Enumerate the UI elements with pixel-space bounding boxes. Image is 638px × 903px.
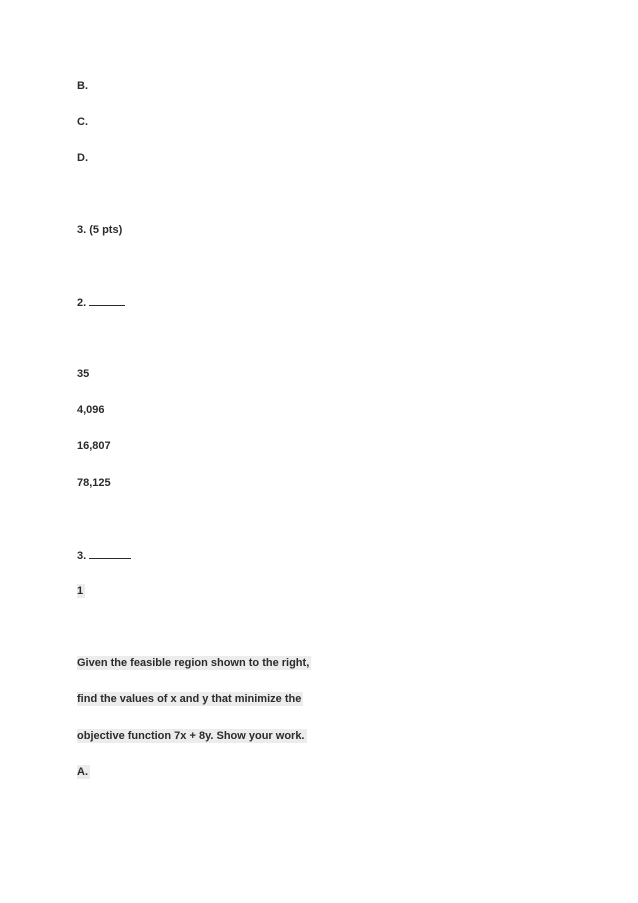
answer-blank [89,548,131,559]
question-3-label: 3. [77,550,87,562]
problem-text-1: Given the feasible region shown to the right, [77,657,310,669]
question-2-answer-line [77,295,125,310]
choice-a-text: A. [77,766,88,778]
answer-value [77,584,85,598]
option-value-4: 78,125 [77,477,111,489]
question-3-answer-line [77,548,131,563]
problem-text-line-2 [77,692,303,706]
choice-a-label [77,765,90,779]
problem-text-3: objective function 7x + 8y. Show your work. [77,730,305,742]
option-value-2: 4,096 [77,404,105,416]
choice-d-label: D. [77,152,88,164]
problem-text-line-1 [77,656,311,670]
question-2-label: 2. [77,297,87,309]
problem-text-line-3 [77,729,307,743]
option-value-3: 16,807 [77,440,111,452]
answer-value-text: 1 [77,585,84,597]
question-3-points: 3. (5 pts) [77,224,123,236]
choice-b-label: B. [77,80,88,92]
answer-blank [89,295,125,306]
choice-c-label: C. [77,116,88,128]
option-value-1: 35 [77,368,90,380]
problem-text-2: find the values of x and y that minimize the [77,693,302,705]
